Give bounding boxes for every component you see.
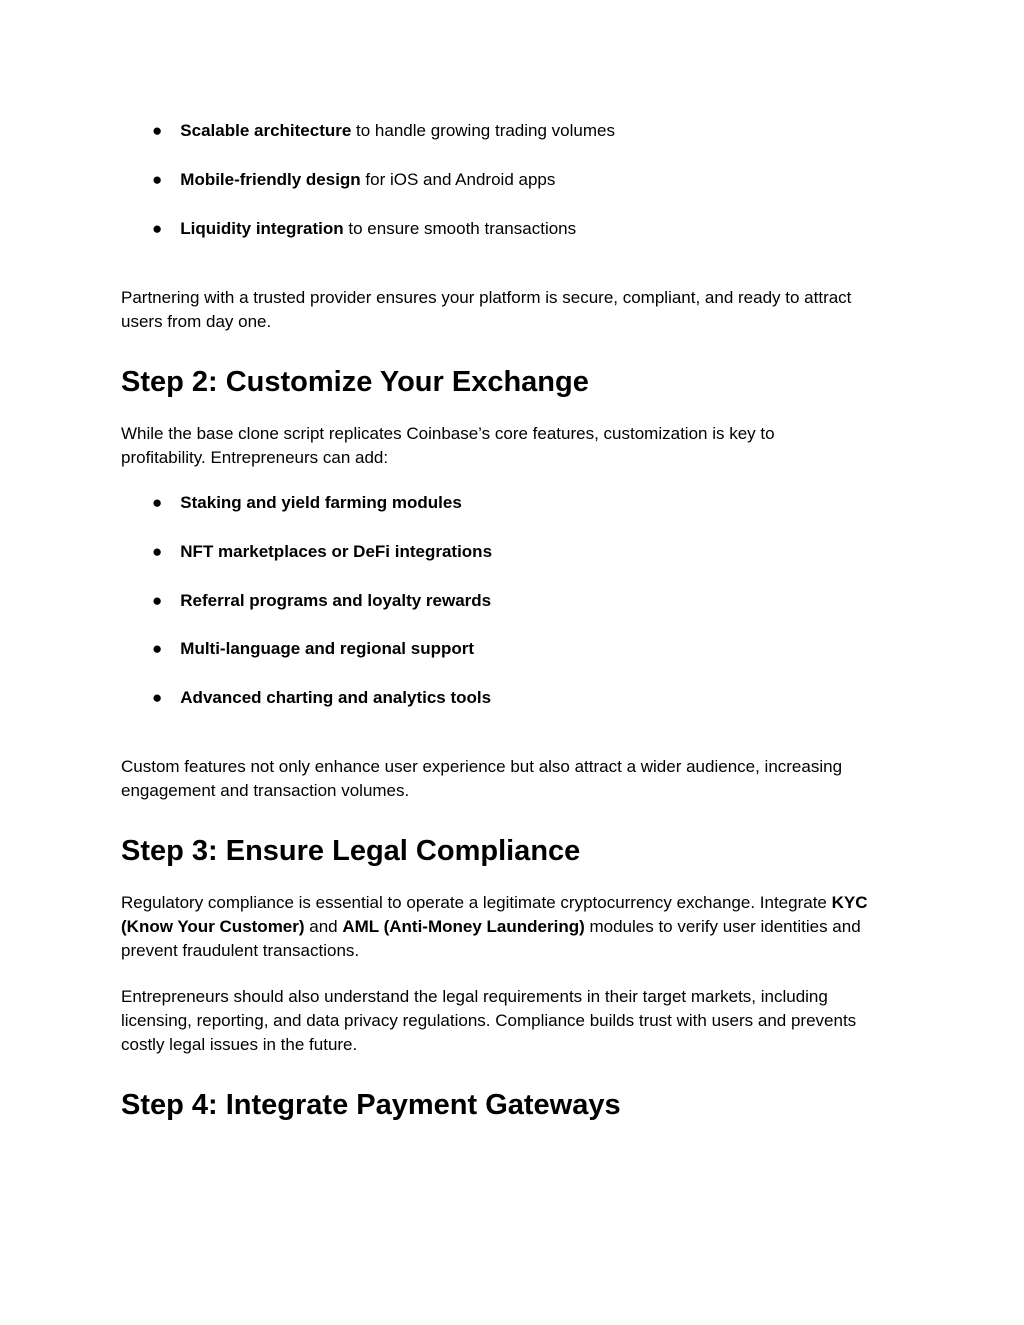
list-item [152,219,576,239]
bold-text: Mobile-friendly design [180,170,361,189]
list-item [152,688,491,708]
text: modules to verify user identities and prevent fraudulent transactions. [121,917,861,960]
text: for iOS and Android apps [360,170,556,189]
list-item [152,639,474,659]
bullet: ● [152,219,163,238]
paragraph [121,891,896,963]
bold-text: Multi-language and regional support [180,639,475,658]
text: to handle growing trading volumes [351,121,615,140]
bullet: ● [152,121,163,140]
text: and [304,917,343,936]
bold-text: AML (Anti-Money Laundering) [342,917,585,936]
paragraph: While the base clone script replicates Coinbase’s core features, customization is key to profitability. Entrepreneurs can add: [121,424,775,467]
heading-step-2: Step 2: Customize Your Exchange [121,366,589,398]
list-item [152,542,492,562]
bold-text: NFT marketplaces or DeFi integrations [180,542,493,561]
text: Regulatory compliance is essential to operate a legitimate cryptocurrency exchange. Integrate [121,893,832,912]
bold-text: Advanced charting and analytics tools [180,688,492,707]
list-item [152,591,491,611]
bullet: ● [152,542,163,561]
paragraph: Custom features not only enhance user experience but also attract a wider audience, increasing engagement and transaction volumes. [121,757,843,800]
bullet: ● [152,591,163,610]
bold-text: Scalable architecture [180,121,352,140]
text: to ensure smooth transactions [343,219,577,238]
bullet: ● [152,639,163,658]
heading-step-3: Step 3: Ensure Legal Compliance [121,835,581,867]
list-item [152,170,555,190]
bullet: ● [152,170,163,189]
paragraph: Entrepreneurs should also understand the legal requirements in their target markets, including licensing, reporting, and data privacy regulations. Compliance builds trust with users and prevents costly legal issues in the future. [121,987,857,1054]
paragraph: Partnering with a trusted provider ensures your platform is secure, compliant, and ready to attract users from day one. [121,288,852,331]
bold-text: Referral programs and loyalty rewards [180,591,492,610]
bullet: ● [152,688,163,707]
heading-step-4: Step 4: Integrate Payment Gateways [121,1089,621,1121]
bold-text: KYC (Know Your Customer) [121,893,868,936]
list-item [152,493,462,513]
list-item [152,121,615,141]
bold-text: Staking and yield farming modules [180,493,462,512]
bold-text: Liquidity integration [180,219,344,238]
bullet: ● [152,493,163,512]
